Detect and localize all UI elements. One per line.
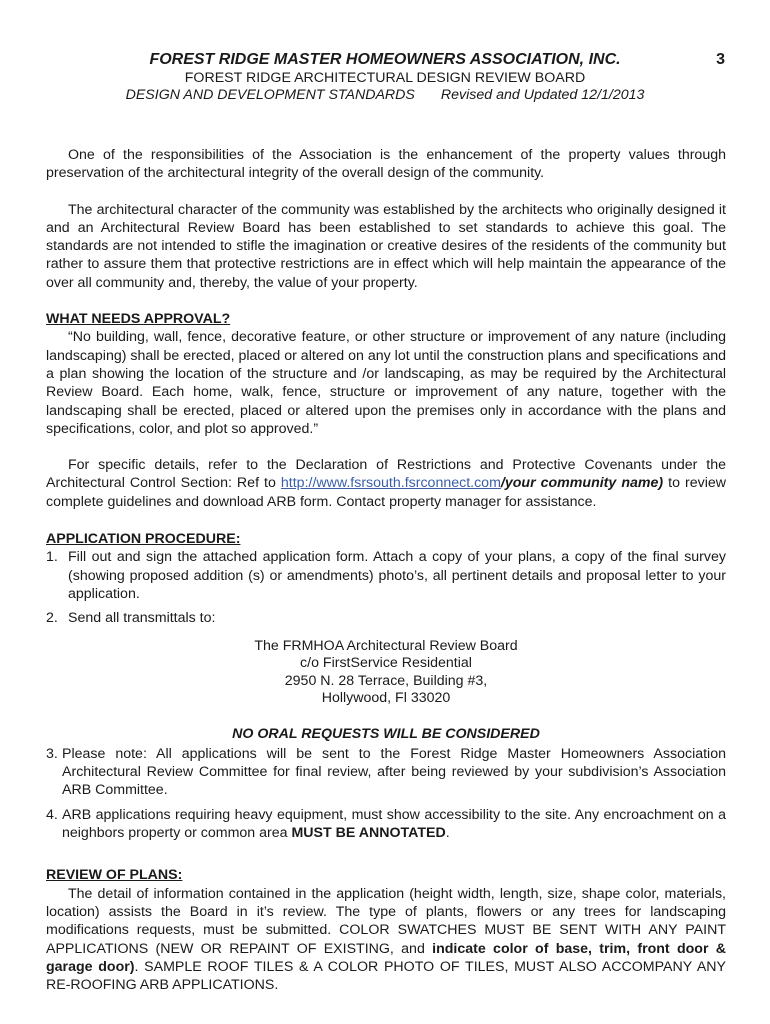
intro-paragraph-1: One of the responsibilities of the Association is the enhancement of the property values through preservation of the architectural integrity of the overall design of the community. [46, 147, 726, 182]
review-heading: REVIEW OF PLANS: [46, 867, 183, 884]
item-number: 4. [46, 806, 58, 823]
intro-paragraph-2: The architectural character of the community was established by the architects who originally designed it and an Architectural Review Board has been established to set standards to achieve this goal. The standards are not intended to stifle the imagination or creative desires of the residents of the community but rather to assure them that protective restrictions are in effect which will help maintain the appearance of the over all community and, thereby, the value of your property. [46, 201, 726, 291]
page-number: 3 [716, 51, 725, 68]
mailing-address [46, 638, 726, 708]
revision-date: Revised and Updated 12/1/2013 [440, 87, 645, 103]
details-text-pre: For specific details, refer to the Declaration of Restrictions and Protective Covenants under the Architectural Control Section: Ref to [46, 457, 726, 492]
review-bold: indicate color of base, trim, front door & garage door) [46, 940, 727, 975]
community-link[interactable]: http://www.fsrsouth.fsrconnect.com [280, 475, 501, 492]
standards-title: DESIGN AND DEVELOPMENT STANDARDS [125, 87, 415, 103]
procedure-item-2 [46, 609, 726, 627]
item4-text-post: . [445, 825, 450, 842]
details-text-post: to review complete guidelines and download ARB form. Contact property manager for assistance. [46, 475, 726, 510]
board-subtitle: FOREST RIDGE ARCHITECTURAL DESIGN REVIEW BOARD [184, 70, 586, 86]
item-text: Send all transmittals to: [68, 610, 216, 627]
page-header [0, 50, 770, 104]
association-title-text: FOREST RIDGE MASTER HOMEOWNERS ASSOCIATION, INC. [149, 51, 621, 68]
item4-bold: MUST BE ANNOTATED [291, 825, 446, 842]
item-number: 1. [46, 549, 58, 566]
item-text: Fill out and sign the attached application form. Attach a copy of your plans, a copy of the final survey (showing proposed addition (s) or amendments) photo’s, all pertinent details and proposal letter to your application. [68, 549, 726, 602]
address-line-2: c/o FirstService Residential [300, 655, 472, 672]
approval-heading: WHAT NEEDS APPROVAL? [46, 311, 231, 328]
item-text: Please note: All applications will be sent to the Forest Ridge Master Homeowners Association Architectural Review Committee for final review, after being reviewed by your subdivision’s Association ARB Committee. [62, 745, 726, 799]
procedure-item-3 [46, 745, 726, 800]
standards-line [0, 87, 770, 104]
review-text-post: . SAMPLE ROOF TILES & A COLOR PHOTO OF TILES, MUST ALSO ACCOMPANY ANY RE-ROOFING ARB APPLICATIONS. [46, 958, 727, 994]
details-paragraph [46, 456, 726, 511]
address-line-3: 2950 N. 28 Terrace, Building #3, [284, 672, 488, 689]
item-number: 2. [46, 610, 58, 627]
review-text-pre: The detail of information contained in the application (height width, length, size, shape color, materials, location) assists the Board in it’s review. The type of plants, flowers or any trees for landscaping modifications requests, must be submitted. COLOR SWATCHES MUST BE SENT WITH ANY PAINT APPLICATIONS (NEW OR REPAINT OF EXISTING, and [46, 885, 726, 957]
procedure-item-1 [46, 548, 726, 603]
procedure-heading: APPLICATION PROCEDURE: [46, 531, 241, 548]
association-title [0, 50, 770, 70]
address-line-1: The FRMHOA Architectural Review Board [254, 637, 518, 654]
item-number: 3. [46, 745, 58, 762]
approval-quote: “No building, wall, fence, decorative feature, or other structure or improvement of any nature (including landscaping) shall be erected, placed or altered on any lot until the construction plans and specifications and a plan showing the location of the structure and /or landscaping, as may be required by the Architectural Review Board. Each home, walk, fence, structure or improvement of any nature, together with the landscaping shall be erected, placed or altered upon the premises only in accordance with the plans and specifications, color, and plot so approved.” [46, 329, 726, 437]
address-line-4: Hollywood, Fl 33020 [321, 690, 451, 707]
no-oral-requests-notice: NO ORAL REQUESTS WILL BE CONSIDERED [232, 725, 540, 742]
review-paragraph [46, 885, 726, 995]
details-italic: /your community name) [500, 475, 664, 492]
item4-text-pre: ARB applications requiring heavy equipment, must show accessibility to the site. Any encroachment on a neighbors property or common area [62, 806, 726, 842]
item-text [62, 806, 726, 843]
procedure-item-4 [46, 806, 726, 843]
document-body [46, 146, 726, 994]
